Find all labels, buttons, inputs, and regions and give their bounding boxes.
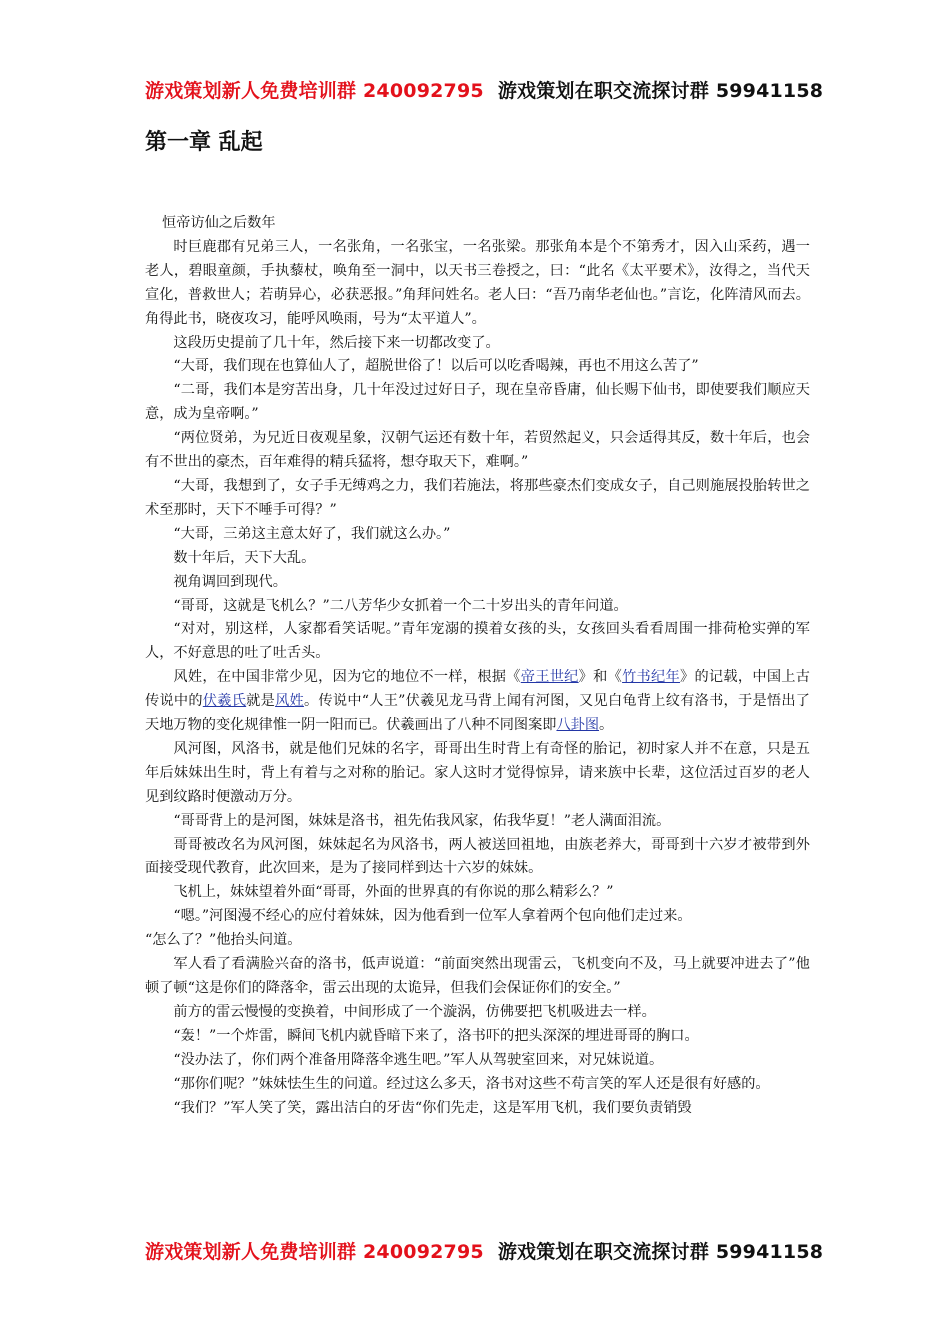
text-run: 风姓，在中国非常少见，因为它的地位不一样，根据《 [173,669,521,686]
text-run: 。传说中“人王”伏羲见龙马背上闻有河图，又见白龟背上纹有洛书，于是悟出了天地万物的变化规律惟一阴一阳而已。伏羲画出了八种不同图案即 [145,693,810,734]
text-run: 》的记载，中国上古传说中的 [145,669,810,710]
paragraph: 时巨鹿郡有兄弟三人，一名张角，一名张宝，一名张梁。那张角本是个不第秀才，因入山采药，遇一老人，碧眼童颜，手执藜杖，唤角至一洞中，以天书三卷授之，曰：“此名《太平要术》，汝得之，当代天宣化，普救世人；若萌异心，必获恶报。”角拜问姓名。老人曰：“吾乃南华老仙也。”言讫，化阵清风而去。角得此书，晓夜攻习，能呼风唤雨，号为“太平道人”。 [145,238,810,327]
banner-discussion-group: 游戏策划在职交流探讨群 59941158 [497,1241,824,1263]
text-run: 。 [599,717,614,734]
link-zhushu-jinian[interactable]: 竹书纪年 [622,669,680,686]
text-run: 就是 [246,693,276,710]
footer-banner [145,1240,823,1264]
paragraph: “我们？”军人笑了笑，露出洁白的牙齿“你们先走，这是军用飞机，我们要负责销毁 [173,1099,692,1116]
paragraph: “哥哥背上的是河图，妹妹是洛书，祖先佑我风家，佑我华夏！”老人满面泪流。 [173,812,671,829]
banner-training-group: 游戏策划新人免费培训群 240092795 [145,1241,484,1263]
paragraph-with-links [145,666,810,738]
paragraph: 数十年后，天下大乱。 [173,549,316,566]
chapter-title: 第一章 乱起 [145,130,263,155]
paragraph: 飞机上，妹妹望着外面“哥哥，外面的世界真的有你说的那么精彩么？” [173,884,614,901]
paragraph: “轰！”一个炸雷，瞬间飞机内就昏暗下来了，洛书吓的把头深深的埋进哥哥的胸口。 [173,1027,699,1044]
paragraph: “没办法了，你们两个准备用降落伞逃生吧。”军人从驾驶室回来，对兄妹说道。 [173,1051,664,1068]
paragraph: 哥哥被改名为风河图，妹妹起名为风洛书，两人被送回祖地，由族老养大，哥哥到十六岁才被带到外面接受现代教育，此次回来，是为了接同样到达十六岁的妹妹。 [145,836,810,877]
link-diwang-shiji[interactable]: 帝王世纪 [520,669,579,686]
text-run: 》和《 [578,669,623,686]
paragraph: “大哥，三弟这主意太好了，我们就这么办。” [173,525,451,542]
link-bagua[interactable]: 八卦图 [556,717,600,734]
banner-discussion-group: 游戏策划在职交流探讨群 59941158 [497,80,824,102]
header-banner [145,79,823,103]
paragraph: “两位贤弟，为兄近日夜观星象，汉朝气运还有数十年，若贸然起义，只会适得其反，数十年后，也会有不世出的豪杰，百年难得的精兵猛将，想夺取天下，难啊。” [145,430,810,471]
paragraph: “那你们呢？”妹妹怯生生的问道。经过这么多天，洛书对这些不苟言笑的军人还是很有好感的。 [173,1075,770,1092]
banner-training-group: 游戏策划新人免费培训群 240092795 [145,80,484,102]
paragraph: 风河图，风洛书，就是他们兄妹的名字，哥哥出生时背上有奇怪的胎记，初时家人并不在意，只是五年后妹妹出生时，背上有着与之对称的胎记。家人这时才觉得惊异，请来族中长辈，这位活过百岁的老人见到纹路时便激动万分。 [145,740,810,805]
paragraph: “嗯。”河图漫不经心的应付着妹妹，因为他看到一位军人拿着两个包向他们走过来。 [173,908,692,925]
paragraph: 恒帝访仙之后数年 [162,215,276,231]
paragraph: “怎么了？”他抬头问道。 [145,932,302,949]
paragraph: “大哥，我们现在也算仙人了，超脱世俗了！以后可以吃香喝辣，再也不用这么苦了” [173,358,699,375]
link-fuxi[interactable]: 伏羲氏 [202,693,247,710]
paragraph: “对对，别这样，人家都看笑话呢。”青年宠溺的摸着女孩的头，女孩回头看看周围一排荷枪实弹的军人，不好意思的吐了吐舌头。 [145,621,810,662]
paragraph: 前方的雷云慢慢的变换着，中间形成了一个漩涡，仿佛要把飞机吸进去一样。 [173,1003,656,1020]
paragraph: “哥哥，这就是飞机么？”二八芳华少女抓着一个二十岁出头的青年问道。 [173,597,628,614]
link-feng-surname[interactable]: 风姓 [275,693,304,710]
paragraph: 视角调回到现代。 [173,573,287,590]
paragraph: 这段历史提前了几十年，然后接下来一切都改变了。 [173,334,500,351]
paragraph: 军人看了看满脸兴奋的洛书，低声说道：“前面突然出现雷云，飞机变向不及，马上就要冲进去了”他顿了顿“这是你们的降落伞，雷云出现的太诡异，但我们会保证你们的安全。” [145,956,810,996]
chapter-body [145,212,810,1120]
paragraph: “二哥，我们本是穷苦出身，几十年没过过好日子，现在皇帝昏庸，仙长赐下仙书，即使要我们顺应天意，成为皇帝啊。” [145,382,810,423]
paragraph: “大哥，我想到了，女子手无缚鸡之力，我们若施法，将那些豪杰们变成女子，自己则施展投胎转世之术至那时，天下不唾手可得？” [145,477,810,518]
